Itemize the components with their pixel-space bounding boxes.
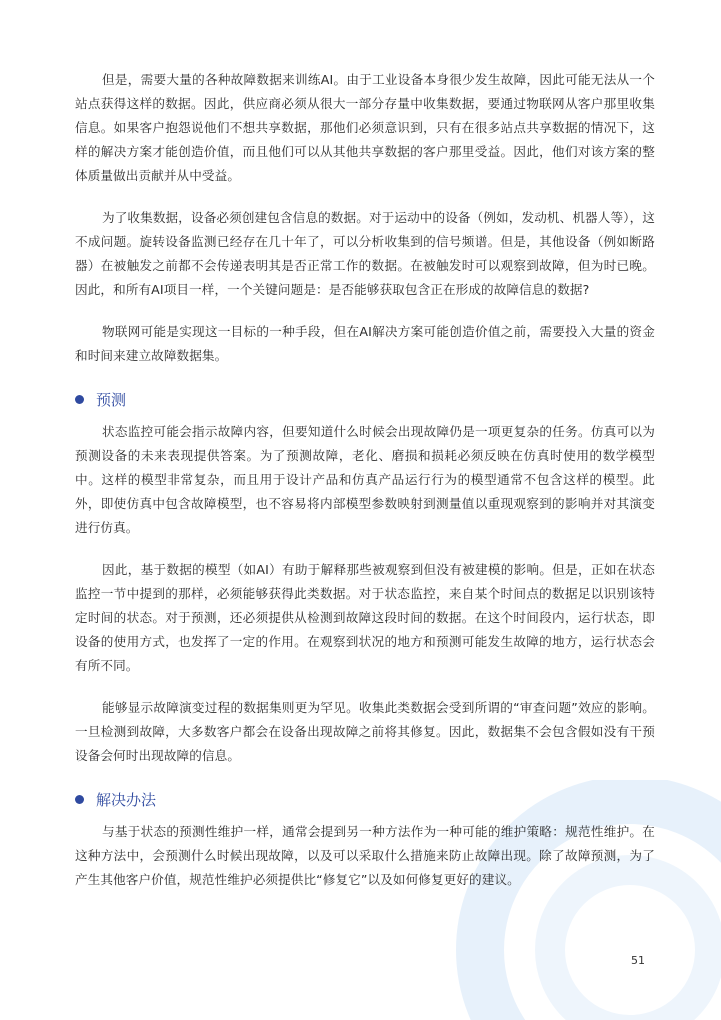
paragraph-ai-data: 但是，需要大量的各种故障数据来训练AI。由于工业设备本身很少发生故障，因此可能无法从一个站点获得这样的数据。因此，供应商必须从很大一部分存量中收集数据，要通过物联网从客户那里收集信息。如果客户抱怨说他们不想共享数据，那他们必须意识到，只有在很多站点共享数据的情况下，这样的解决方案才能创造价值，而且他们可以从其他共享数据的客户那里受益。因此，他们对该方案的整体质量做出贡献并从中受益。 xyxy=(75,72,655,183)
section-title: 解决办法 xyxy=(96,790,157,809)
paragraph-prediction-3: 能够显示故障演变过程的数据集则更为罕见。收集此类数据会受到所谓的“审查问题”效应的影响。一旦检测到故障，大多数客户都会在设备出现故障之前将其修复。因此，数据集不会包含假如没有干预设备会何时出现故障的信息。 xyxy=(75,700,655,763)
paragraph-iot: 物联网可能是实现这一目标的一种手段，但在AI解决方案可能创造价值之前，需要投入大量的资金和时间来建立故障数据集。 xyxy=(75,324,655,363)
page-number: 51 xyxy=(631,954,645,967)
bullet-icon xyxy=(75,395,84,404)
paragraph-prediction-2: 因此，基于数据的模型（如AI）有助于解释那些被观察到但没有被建模的影响。但是，正如在状态监控一节中提到的那样，必须能够获得此类数据。对于状态监控，来自某个时间点的数据足以识别该特定时间的状态。对于预测，还必须提供从检测到故障这段时间的数据。在这个时间段内，运行状态，即设备的使用方式，也发挥了一定的作用。在观察到状况的地方和预测可能发生故障的地方，运行状态会有所不同。 xyxy=(75,562,655,673)
bullet-icon xyxy=(75,795,84,804)
page-content xyxy=(75,68,655,910)
section-heading-prediction xyxy=(75,386,655,412)
section-title: 预测 xyxy=(96,390,127,409)
section-heading-solution xyxy=(75,786,655,812)
paragraph-solution-1: 与基于状态的预测性维护一样，通常会提到另一种方法作为一种可能的维护策略：规范性维护。在这种方法中，会预测什么时候出现故障，以及可以采取什么措施来防止故障出现。除了故障预测，为了产生其他客户价值，规范性维护必须提供比“修复它”以及如何修复更好的建议。 xyxy=(75,824,655,887)
paragraph-collect-data: 为了收集数据，设备必须创建包含信息的数据。对于运动中的设备（例如，发动机、机器人等），这不成问题。旋转设备监测已经存在几十年了，可以分析收集到的信号频谱。但是，其他设备（例如断路器）在被触发之前都不会传递表明其是否正常工作的数据。在被触发时可以观察到故障，但为时已晚。因此，和所有AI项目一样，一个关键问题是：是否能够获取包含正在形成的故障信息的数据? xyxy=(75,210,655,297)
paragraph-prediction-1: 状态监控可能会指示故障内容，但要知道什么时候会出现故障仍是一项更复杂的任务。仿真可以为预测设备的未来表现提供答案。为了预测故障，老化、磨损和损耗必须反映在仿真时使用的数学模型中。这样的模型非常复杂，而且用于设计产品和仿真产品运行行为的模型通常不包含这样的模型。此外，即使仿真中包含故障模型，也不容易将内部模型参数映射到测量值以重现观察到的影响并对其演变进行仿真。 xyxy=(75,424,655,535)
